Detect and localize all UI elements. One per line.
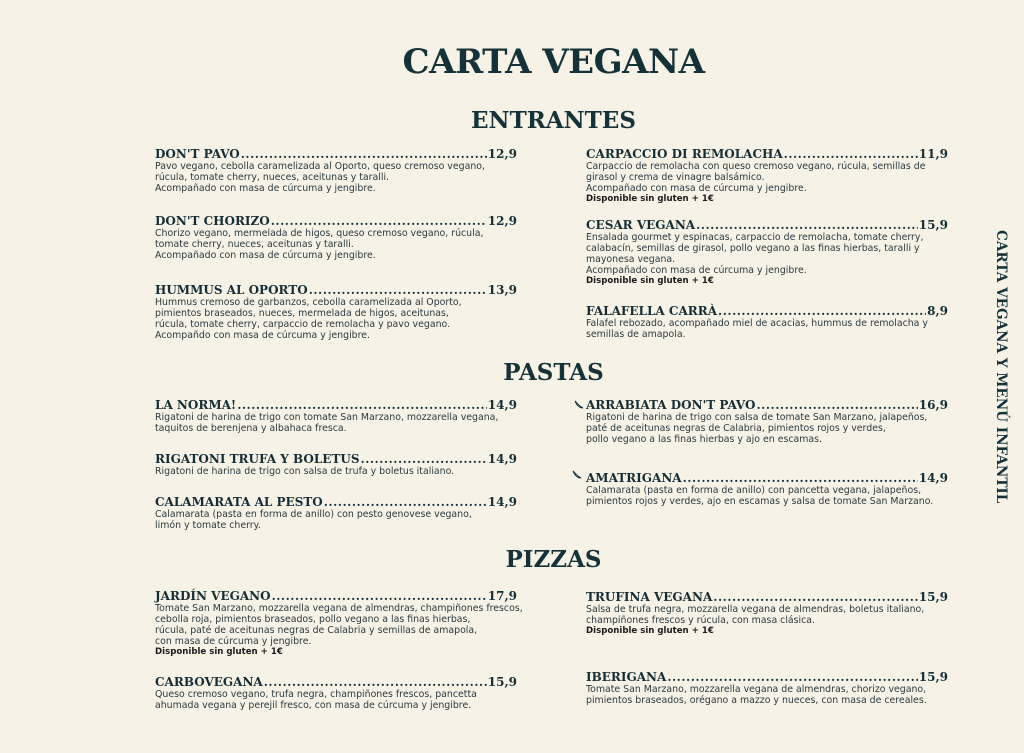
item-price: 12,9 (487, 214, 517, 228)
item-desc-line: Rigatoni de harina de trigo con salsa de tomate San Marzano, jalapeños, (586, 412, 928, 423)
item-name: ARRABIATA DON'T PAVO (586, 398, 756, 412)
item-desc-line: calabacín, semillas de girasol, pollo vegano a las finas hierbas, taralli y (586, 243, 920, 254)
item-name: CALAMARATA AL PESTO (155, 495, 323, 509)
item-desc-line: Calamarata (pasta en forma de anillo) con pesto genovese vegano, (155, 509, 472, 520)
item-price: 14,9 (487, 495, 517, 509)
item-name: RIGATONI TRUFA Y BOLETUS (155, 452, 360, 466)
item-desc-line: pollo vegano a las finas hierbas y ajo en escamas. (586, 434, 822, 445)
menu-item (155, 214, 517, 261)
item-desc-line: Carpaccio de remolacha con queso cremoso vegano, rúcula, semillas de (586, 161, 926, 172)
menu-item (155, 283, 517, 341)
menu-item (586, 398, 948, 445)
item-price: 14,9 (487, 452, 517, 466)
item-price: 16,9 (918, 398, 948, 412)
item-price: 13,9 (487, 283, 517, 297)
item-name: CESAR VEGANA (586, 218, 696, 232)
item-desc-line: semillas de amapola. (586, 329, 686, 340)
item-desc-line: Pavo vegano, cebolla caramelizada al Oporto, queso cremoso vegano, (155, 161, 485, 172)
item-price: 8,9 (927, 304, 948, 318)
item-price: 11,9 (918, 147, 948, 161)
item-name: LA NORMA! (155, 398, 237, 412)
item-desc-line: Chorizo vegano, mermelada de higos, queso cremoso vegano, rúcula, (155, 228, 484, 239)
item-desc-line: tomate cherry, nueces, aceitunas y taralli. (155, 239, 354, 250)
menu-item (586, 590, 948, 637)
item-desc-line: rúcula, paté de aceitunas negras de Calabria y semillas de amapola, (155, 625, 478, 636)
item-name: DON'T CHORIZO (155, 214, 270, 228)
item-price: 15,9 (918, 670, 948, 684)
item-desc-line: pimientos braseados, nueces, mermelada de higos, aceitunas, (155, 308, 449, 319)
menu-item (155, 398, 517, 434)
item-desc-line: girasol y crema de vinagre balsámico. (586, 172, 765, 183)
item-desc-line: Ensalada gourmet y espinacas, carpaccio de remolacha, tomate cherry, (586, 232, 924, 243)
chili-pepper-icon (574, 400, 584, 410)
menu-item (586, 218, 948, 287)
item-desc-line: ahumada vegana y perejil fresco, con masa de cúrcuma y jengibre. (155, 700, 472, 711)
item-price: 14,9 (918, 471, 948, 485)
item-name: CARBOVEGANA (155, 675, 263, 689)
item-name: CARPACCIO DI REMOLACHA (586, 147, 783, 161)
item-desc-line: Salsa de trufa negra, mozzarella vegana de almendras, boletus italiano, (586, 604, 925, 615)
item-price: 15,9 (918, 590, 948, 604)
section-title-entrantes: ENTRANTES (471, 107, 636, 134)
item-desc-line: Acompañdo con masa de cúrcuma y jengibre. (155, 330, 371, 341)
item-desc-line: Tomate San Marzano, mozzarella vegana de almendras, champiñones frescos, (155, 603, 523, 614)
menu-item (586, 304, 948, 340)
menu-item (155, 495, 517, 531)
item-name: TRUFINA VEGANA (586, 590, 713, 604)
menu-item (586, 670, 948, 706)
item-name: DON'T PAVO (155, 147, 240, 161)
item-price: 17,9 (487, 589, 517, 603)
item-name: JARDÍN VEGANO (155, 589, 271, 603)
item-desc-line: Tomate San Marzano, mozzarella vegana de almendras, chorizo vegano, (586, 684, 927, 695)
item-desc-line: pimientos rojos y verdes, ajo en escamas y salsa de tomate San Marzano. (586, 496, 934, 507)
item-price: 15,9 (487, 675, 517, 689)
item-desc-line: Acompañado con masa de cúrcuma y jengibre. (155, 250, 376, 261)
item-name: FALAFELLA CARRÀ (586, 304, 718, 318)
item-desc-line: Rigatoni de harina de trigo con tomate San Marzano, mozzarella vegana, (155, 412, 499, 423)
item-desc-line: mayonesa vegana. (586, 254, 676, 265)
item-desc-line: con masa de cúrcuma y jengibre. (155, 636, 312, 647)
item-name: IBERIGANA (586, 670, 667, 684)
item-price: 12,9 (487, 147, 517, 161)
item-desc-line: Queso cremoso vegano, trufa negra, champiñones frescos, pancetta (155, 689, 477, 700)
menu-item (155, 452, 517, 477)
item-desc-line: Hummus cremoso de garbanzos, cebolla caramelizada al Oporto, (155, 297, 462, 308)
item-name: HUMMUS AL OPORTO (155, 283, 308, 297)
item-desc-line: limón y tomate cherry. (155, 520, 261, 531)
item-price: 15,9 (918, 218, 948, 232)
item-desc-line: Falafel rebozado, acompañado miel de acacias, hummus de remolacha y (586, 318, 928, 329)
page-title: CARTA VEGANA (402, 42, 705, 82)
item-desc-line: pimientos braseados, orégano a mazzo y nueces, con masa de cereales. (586, 695, 927, 706)
section-title-pastas: PASTAS (503, 359, 604, 386)
item-desc-line: champiñones frescos y rúcula, con masa clásica. (586, 615, 816, 626)
menu-item (586, 147, 948, 205)
item-desc-line: Acompañado con masa de cúrcuma y jengibre. (586, 265, 807, 276)
item-desc-line: Acompañado con masa de cúrcuma y jengibre. (586, 183, 807, 194)
item-desc-line: rúcula, tomate cherry, carpaccio de remolacha y pavo vegano. (155, 319, 451, 330)
gluten-free-note: Disponible sin gluten + 1€ (155, 647, 283, 657)
item-name: AMATRIGANA (586, 471, 682, 485)
item-desc-line: cebolla roja, pimientos braseados, pollo vegano a las finas hierbas, (155, 614, 471, 625)
item-desc-line: paté de aceitunas negras de Calabria, pimientos rojos y verdes, (586, 423, 886, 434)
gluten-free-note: Disponible sin gluten + 1€ (586, 194, 714, 204)
menu-item (155, 147, 517, 194)
item-price: 14,9 (487, 398, 517, 412)
item-desc-line: Rigatoni de harina de trigo con salsa de trufa y boletus italiano. (155, 466, 455, 477)
item-desc-line: rúcula, tomate cherry, nueces, aceitunas y taralli. (155, 172, 390, 183)
gluten-free-note: Disponible sin gluten + 1€ (586, 626, 714, 636)
menu-item (586, 471, 948, 507)
item-desc-line: Calamarata (pasta en forma de anillo) con pancetta vegana, jalapeños, (586, 485, 922, 496)
item-desc-line: taquitos de berenjena y albahaca fresca. (155, 423, 347, 434)
side-label: CARTA VEGANA Y MENÚ INFANTIL (993, 230, 1009, 504)
item-desc-line: Acompañado con masa de cúrcuma y jengibre. (155, 183, 376, 194)
menu-item (155, 589, 523, 658)
menu-item (155, 675, 517, 711)
gluten-free-note: Disponible sin gluten + 1€ (586, 276, 714, 286)
section-title-pizzas: PIZZAS (505, 546, 602, 573)
chili-pepper-icon (572, 470, 582, 480)
